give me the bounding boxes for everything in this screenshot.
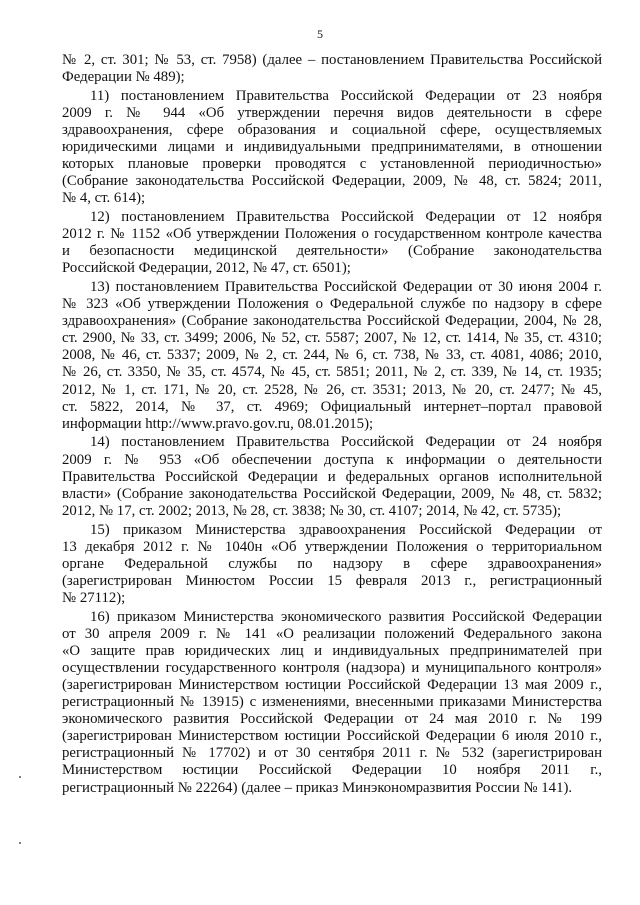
text-line: регистрационный № 22264) (далее – приказ Минэкономразвития России № 141). [62, 779, 573, 796]
text-line: информации http://www.pravo.gov.ru, 08.01.2015); [62, 415, 374, 432]
list-item-14 [62, 434, 602, 519]
text-line: 16) приказом Министерства экономического развития Российской Федерации [90, 608, 602, 625]
text-line: Федерации № 489); [62, 69, 185, 86]
text-line: 2012, № 17, ст. 2002; 2013, № 28, ст. 3838; № 30, ст. 4107; 2014, № 42, ст. 5735); [62, 502, 562, 519]
text-line: (Собрание законодательства Российской Федерации, 2009, № 48, ст. 5824; 2011, [62, 173, 602, 190]
scan-speck [19, 776, 21, 778]
list-item-15 [62, 522, 602, 607]
text-line: Правительства Российской Федерации и федеральных органов исполнительной [62, 468, 602, 485]
text-line: Российской Федерации, 2012, № 47, ст. 6501); [62, 260, 351, 277]
text-line: № 27112); [62, 589, 126, 606]
list-item-13 [62, 279, 602, 433]
text-line: 15) приказом Министерства здравоохранения Российской Федерации от [90, 521, 602, 538]
text-line: № 2, ст. 301; № 53, ст. 7958) (далее – постановлением Правительства Российской [62, 52, 602, 68]
text-line: регистрационный № 17702) и от 30 сентября 2011 г. № 532 (зарегистрирован [62, 745, 602, 762]
text-line: Министерством юстиции Российской Федерации 10 ноября 2011 г., [62, 762, 602, 779]
text-line: 11) постановлением Правительства Российской Федерации от 23 ноября [90, 87, 602, 104]
text-line: которых плановые проверки проводятся с установленной периодичностью» [62, 156, 602, 173]
scan-speck [19, 842, 21, 844]
text-line: 12) постановлением Правительства Российской Федерации от 12 ноября [90, 209, 602, 226]
page-number: 5 [317, 27, 323, 41]
text-line: регистрационный № 13915) с изменениями, внесенными приказами Министерства [62, 694, 602, 711]
text-line: 2009 г. № 953 «Об обеспечении доступа к информации о деятельности [62, 451, 602, 468]
text-line: № 26, ст. 3350, № 35, ст. 4574, № 45, ст. 5851; 2011, № 2, ст. 339, № 14, ст. 1935; [62, 364, 602, 381]
text-line: 14) постановлением Правительства Российской Федерации от 24 ноября [90, 434, 602, 451]
text-line: 2008, № 46, ст. 5337; 2009, № 2, ст. 244, № 6, ст. 738, № 33, ст. 4081, 4086; 2010, [62, 347, 602, 364]
text-line: (зарегистрирован Министерством юстиции Российской Федерации 6 июля 2010 г., [62, 728, 602, 745]
text-line: 13) постановлением Правительства Российской Федерации от 30 июня 2004 г. [90, 279, 602, 295]
text-line: 2012, № 1, ст. 171, № 20, ст. 2528, № 26, ст. 3531; 2013, № 20, ст. 2477; № 45, [62, 381, 602, 398]
text-line: органе Федеральной службы по надзору в сфере здравоохранения» [62, 555, 602, 572]
text-line: здравоохранения, сфере образования и социальной сфере, осуществляемых [62, 121, 602, 138]
text-line: (зарегистрирован Минюстом России 15 февраля 2013 г., регистрационный [62, 572, 602, 589]
list-item-16 [62, 609, 602, 797]
text-line: ст. 2900, № 33, ст. 3499; 2006, № 52, ст. 5587; 2007, № 12, ст. 1414, № 35, ст. 4310; [62, 330, 602, 347]
text-line: 2009 г. № 944 «Об утверждении перечня видов деятельности в сфере [62, 104, 602, 121]
document-body [62, 52, 602, 798]
text-line: здравоохранения» (Собрание законодательства Российской Федерации, 2004, № 28, [62, 313, 602, 330]
text-line: юридическими лицами и индивидуальными предпринимателями, в отношении [62, 139, 602, 156]
text-line: 2012 г. № 1152 «Об утверждении Положения о государственном контроле качества [62, 226, 602, 243]
text-line: (зарегистрирован Министерством юстиции Российской Федерации 13 мая 2009 г., [62, 676, 602, 693]
text-line: № 4, ст. 614); [62, 190, 146, 207]
list-item-11 [62, 88, 602, 208]
text-line: 13 декабря 2012 г. № 1040н «Об утверждении Положения о территориальном [62, 538, 602, 555]
text-line: ст. 5822, 2014, № 37, ст. 4969; Официальный интернет–портал правовой [62, 398, 602, 415]
text-line: и безопасности медицинской деятельности» (Собрание законодательства [62, 243, 602, 260]
text-line: власти» (Собрание законодательства Российской Федерации, 2009, № 48, ст. 5832; [62, 485, 602, 502]
text-line: осуществлении государственного контроля (надзора) и муниципального контроля» [62, 659, 602, 676]
text-line: от 30 апреля 2009 г. № 141 «О реализации положений Федерального закона [62, 625, 602, 642]
list-item-12 [62, 209, 602, 277]
text-line: экономического развития Российской Федерации от 24 мая 2010 г. № 199 [62, 711, 602, 728]
text-line: «О защите прав юридических лиц и индивидуальных предпринимателей при [62, 642, 602, 659]
text-line: № 323 «Об утверждении Положения о Федеральной службе по надзору в сфере [62, 296, 602, 313]
paragraph-continuation [62, 52, 602, 86]
